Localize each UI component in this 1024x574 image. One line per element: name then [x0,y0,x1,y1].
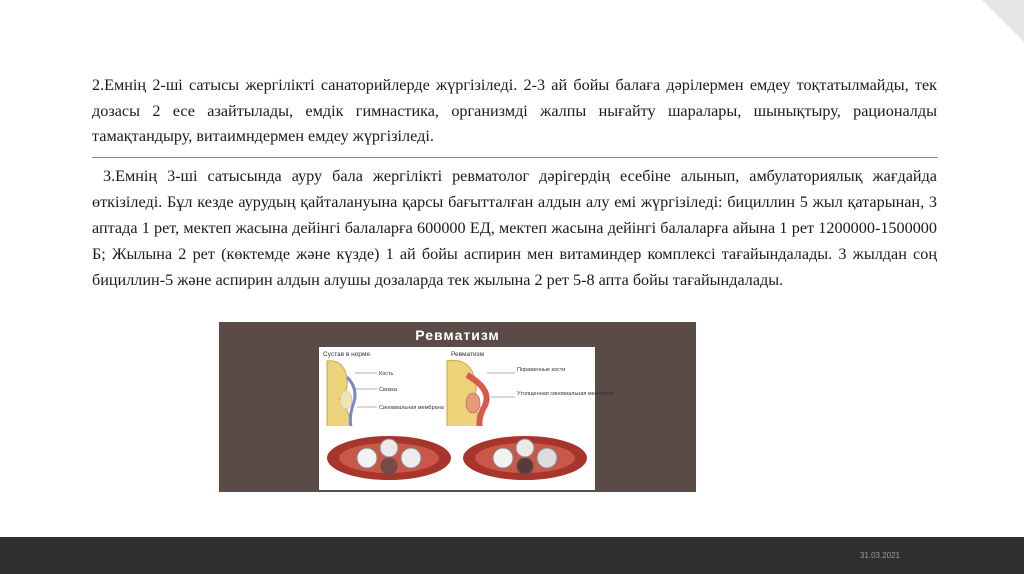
valve-left-3 [401,448,421,468]
heart-valves-illustration [319,426,595,490]
label-bone: Кость [379,371,394,377]
heart-valves-panel [319,426,595,490]
valve-right-1 [493,448,513,468]
valve-right-3 [537,448,557,468]
corner-decoration [982,0,1024,42]
label-thickened-synovial: Утолщенная синовиальная мембрана [517,391,614,397]
label-ligament: Связка [379,387,397,393]
paragraph-stage-3: 3.Емнің 3-ші сатысында ауру бала жергілікті ревматолог дәрігердің есебіне алынып, амбулаториялық жағдайда өткізіледі. Бұл кезде аурудың қайталануына қарсы бағытталған алдын алу емі жүргізіледі: бициллин 5 жыл қатарынан, 3 аптада 1 рет, мектеп жасына дейінгі балаларға 600000 ЕД, мектеп жасына дейінгі балаларға айына 1 рет 1200000-1500000 Б; Жылына 2 рет (көктемде және күзде) 1 ай бойы аспирин мен витаминдер комплексі тағайындалады. 3 жылдан соң бициллин-5 және аспирин алдын алушы дозаларда тек жылына 2 рет 5-8 апта бойы тағайындалады. [92,167,937,289]
normal-cartilage [340,391,352,409]
valve-left-2 [380,439,398,457]
divider-line [92,157,938,158]
normal-joint-heading: Сустав в норме [323,351,371,358]
label-affected-bones: Пораженные кости [517,367,566,373]
valve-left-4 [381,458,397,474]
footer-bar [0,537,1024,574]
paragraph-stage-2: 2.Емнің 2-ші сатысы жергілікті санаторийлерде жүргізіледі. 2-3 ай бойы балаға дәрілермен емдеу тоқтатылмайды, тек дозасы 2 есе азайтылады, емдік гимнастика, организмді жалпы нығайту шаралары, шынықтыру, рационалды тамақтандыру, витаимндермен емдеу жүргізіледі. [92,76,937,145]
valve-right-4 [517,458,533,474]
slide-date: 31.03.2021 [859,551,900,560]
valve-right-2 [516,439,534,457]
label-synovial: Синовиальная мембрана [379,405,444,411]
rheumatism-figure [219,322,696,492]
figure-title: Ревматизм [415,327,500,343]
cartilage-erosion [466,393,480,413]
valve-left-1 [357,448,377,468]
rheumatism-joint-heading: Ревматизм [451,351,485,358]
